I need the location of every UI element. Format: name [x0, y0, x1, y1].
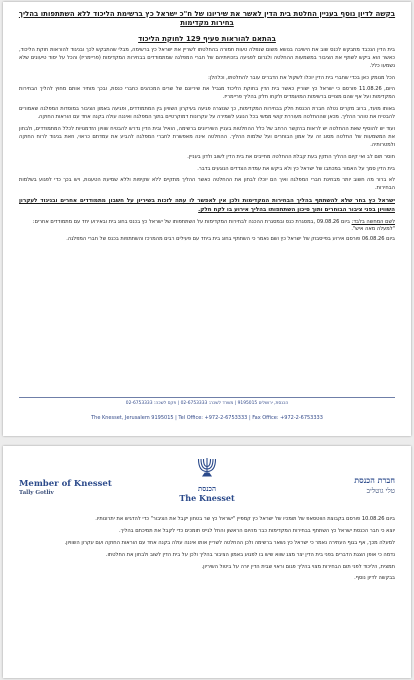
paragraph-p2-6: בבקשה לדיון נוסף.	[354, 575, 395, 582]
footer-english: The Knesset, Jerusalem 9195015 | Tel Office: +972-2-6753333 | Fax Office: +972-2-6753333	[91, 415, 323, 421]
paragraph-p2-1: ביום 10.08.26 פורסם בקבוצת הווטסאפ של תומכיו של ישראל כץ קמפיין "ישראל כץ שר בטחון יקבל את הציבור" כדי להדגיש את יתרונותיו.	[95, 516, 395, 522]
logo-english: The Knesset	[179, 493, 235, 503]
paragraph-p2-2: יוצא כי חבר הכנסת ישראל כץ השתתף בבחירות המקדימות כבר מהיום הראשון והחל לגייס תומכים כדי לקבל את תמיכתם בהליך.	[118, 527, 395, 534]
letterhead-english	[19, 479, 112, 496]
note-label: לשם המחשה בלבד:	[351, 218, 395, 225]
paragraph-7: בית הדין סמך על האמור במכתבו של ישראל כץ ולא ביקש את עמדת הצדדים הנוגעים בדבר.	[197, 165, 395, 172]
paragraph-1: בית הדין הנכבד מתבקש לכנס שוב את הישיבה בנושא משום שנפלה טעות חמורה בהחלטתו לשריין את ישראל כץ ברשימה, מבלי שהתבקש לכך ובניגוד להוראות חוקת הליכוד, כאשר הוא ביקש לשתף את הציבור במשמעות ההחלטה ולגרום לפגיעה בזכויותיהם של חברי המפלגה שמתמודדים בבחירות המקדימות (פריימריז) והכל על יסוד טיעונים שלא נשמעו כלל.	[19, 46, 395, 69]
paragraph-p2-5: תמצית, הליכוד לפני תום הבחירות מצוי בהליך פגום וראוי שבית הדין יורה על ביטול השיריון.	[201, 563, 395, 570]
member-name-hebrew: טלי גוטליב	[366, 487, 395, 495]
document-page-1	[3, 2, 411, 436]
member-title: Member of Knesset	[19, 479, 112, 489]
paragraph-6: חוסר תום לב ואי קיום ההליך התקין בעת קבלת ההחלטה מחייבים את בית הדין לשוב ולדון בעניין.	[187, 153, 395, 160]
paragraph-5: ועוד יש להוסיף שאת ההחלטה יש לראות בהקשר הרחב של כלל ההחלטות בעניין השיריונים ברשימה, הואיל ובית הדין נדרש להבטיח שוויון הזדמנויות לכלל המתמודדים, ולבחון את המשמעות של החלטה מסוג זה על אמון הבוחרים ועל שלמות ההליך. ההחלטה אינה מאפשרת לחברי המפלגה להביע את עמדתם כראוי, וזאת בניגוד לרוח החוקה ולמטרותיה.	[19, 126, 395, 148]
page-2-body	[3, 516, 411, 587]
footer-hebrew: הכנסת, ירושלים 9195015 | משרד לשכה: 02-6753333 | פקס לשכה: 02-6753333	[125, 401, 289, 406]
date-line: ביום 06.08.26 פורסם אירוע בפייסבוק של ישראל כץ ושם נאמר כי השתתף בחוג בית ביחד עם פעילים רבים מהמרכז והשתתפות בכנס של חברי המפלגה.	[66, 236, 395, 243]
footer-divider	[19, 397, 395, 398]
document-page-2	[3, 446, 411, 678]
section-subheading: בהתאם להוראות סעיף 129 לחוקת הליכוד	[138, 34, 276, 43]
letterhead-hebrew	[354, 475, 395, 495]
illustration-note	[19, 219, 395, 235]
member-name: Tally Gotliv	[19, 490, 54, 496]
paragraph-p2-4: נדמה כי אופן הצגת הדברים בפני בית הדין יצר מצג שווא שיש בו לפגוע באמון הציבור בהליך ולכן על בית הדין לשוב ולבחון את החלטתו.	[105, 551, 395, 558]
menorah-icon	[197, 456, 217, 478]
logo-hebrew: הכנסת	[198, 484, 216, 493]
request-header: בקשה לדיון נוסף בעניין החלטת בית הדין לאשר את שיריונו של ח"כ ישראל כץ ברשימת הליכוד ללא השתתפותו בהליך בחירות מקדימות	[18, 10, 396, 28]
paragraph-4: באותו מועד, ברוב מקרים נטלה חברת הכנסת חלק בבחירות המקדימות, כך שנוצרה פגיעה בעיקרון השוויון בין המתמודדים, ופגיעה באמון הציבור במוסדות המפלגה שאמורים להבטיח את טוהר ההליך. מכאן שההחלטה מעוררת קושי ממשי בכל הנוגע לשמירה על עקרונות דמוקרטיים בתוך המפלגה ואיננה עולה בקנה אחד עם הוראות החוקה.	[19, 106, 395, 121]
paragraph-2: הכל מנומק כאן בכדי שחברי בית הדין יוכלו לשקול את הדברים עובר להחלטתו, וכלהלן:	[208, 74, 395, 81]
paragraph-3: היום, 11.08.26 פורסם כי ישראל כץ ישוריין כאשר בית הדין בחוקת הליכוד מגביל את שיריונם של שרים המכהנים כחברי כנסת, ובכך מותיר אותם מחוץ להליך הבחירות המקדימות ועל אף שהם מצויים ברשימות המועמדים ולקחו חלק בהליך פריימריז.	[19, 86, 396, 101]
key-argument-paragraph: ישראל כץ בחר שלא להשתתף בהליך הבחירות המקדימות ולכן אין לאפשר לו עתה לזכות בשיריון על חשבון מתמודדים אחרים ובניגוד לעקרון השוויון בפני ציבור הבוחרים ותוך סיכון השתתפותו בהליך אירוע בו לקח חלק.	[19, 198, 395, 213]
member-title-hebrew: חברת הכנסת	[354, 475, 395, 485]
paragraph-8: לא ברור מה חשוב יותר מבחינת חברי המפלגה ואיך הם יוכלו לבחון את ההחלטה כאשר ההליך מתקיים ללא שקיפות וללא שמיעת הטענות, ויש בכך כדי לפגוע בשלמות הבחירות.	[19, 177, 395, 192]
paragraph-p2-3: למעלה מכך, אף בגוף העתירה נאמר כי ישראל כץ נשאר ברשימה ולכן ההחלטה לשריין אותו איננה עולה בקנה אחד עם הוראות החוקה ועם עקרון השוויון.	[64, 539, 395, 546]
note-text: ביום 09.08.26 ,במסגרת כנס ובמסגרת ההכנה לבחירות המקדימות על השתתפותו של ישראל כץ בכנס בחוג בית ובאירוע יחד עם מתמודדים אחרים: "למעלה מאה איש".	[32, 218, 395, 233]
